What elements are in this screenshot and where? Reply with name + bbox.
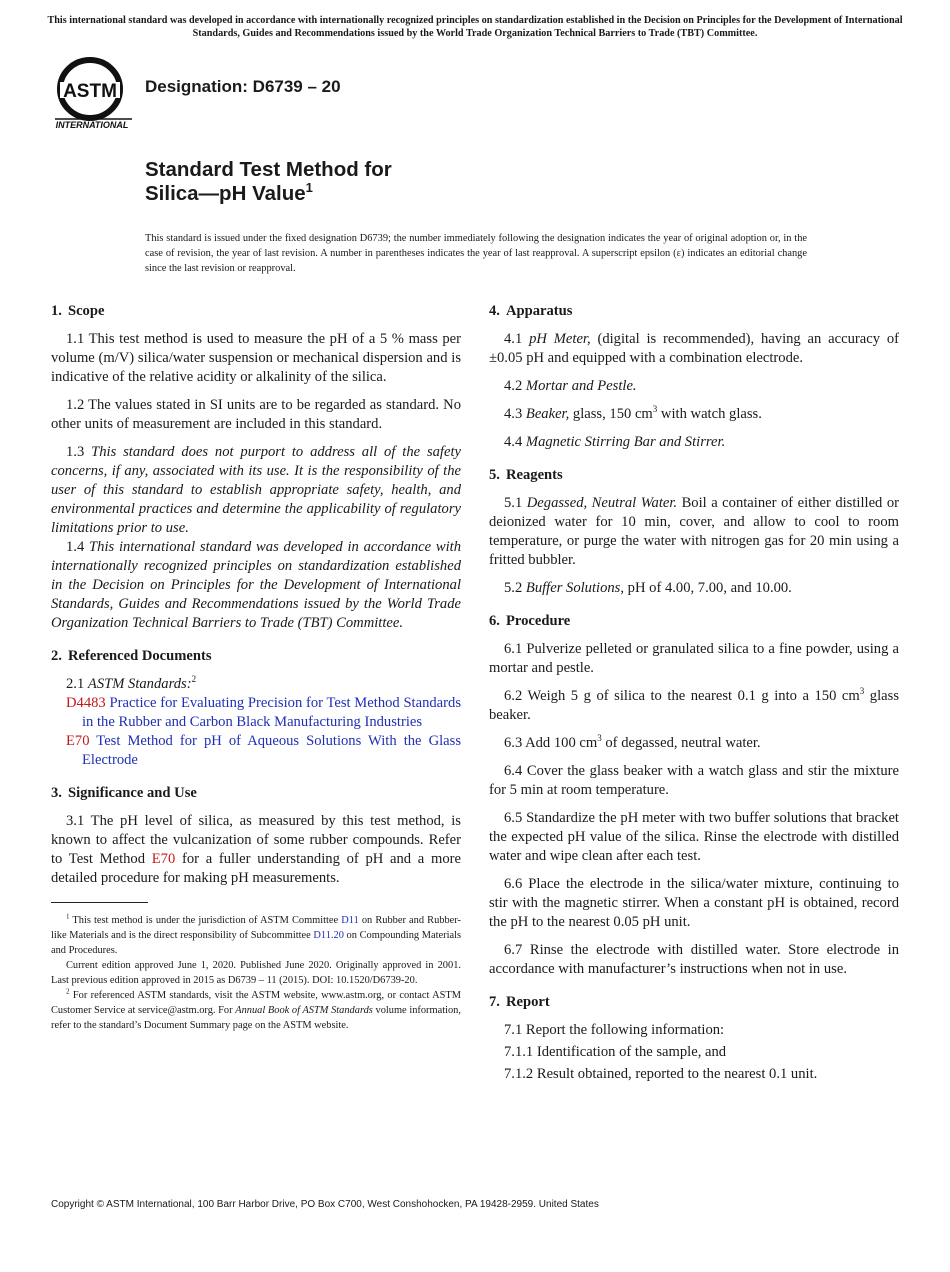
section-heading — [489, 302, 899, 321]
top-notice: This international standard was developed in accordance with internationally recognized principles on standardization established in the Decision on Principles for the Development of International Standards, Guides and Recommendations issued by the World Trade Organization Technical Barriers to Trade (TBT) Committee. — [47, 15, 903, 39]
footnote-1 — [51, 913, 461, 958]
right-column — [489, 302, 899, 1098]
para-text: 6.3 Add 100 cm — [504, 735, 598, 751]
section-title: Report — [505, 994, 550, 1010]
paragraph-6-2 — [489, 687, 899, 725]
copyright-notice: Copyright © ASTM International, 100 Barr Harbor Drive, PO Box C700, West Conshohocken, PA 19428-2959. United States — [51, 1199, 599, 1210]
reference-item — [51, 732, 461, 770]
paragraph-1-1: 1.1 This test method is used to measure the pH of a 5 % mass per volume (m/V) silica/water suspension or mechanical dispersion and is indicative of the relative acidity or alkalinity of the silica. — [51, 331, 461, 385]
para-number: 1.3 — [66, 444, 85, 460]
section-reagents — [489, 466, 899, 598]
section-heading — [489, 612, 899, 631]
issued-statement: This standard is issued under the fixed designation D6739; the number immediately following the designation indicates the year of original adoption or, in the case of revision, the year of last revision. A number in parentheses indicates the year of last reapproval. A superscript epsilon (ε) indicates an editorial change since the last revision or reapproval. — [145, 233, 807, 274]
reference-item — [51, 694, 461, 732]
para-number: 5.1 — [504, 495, 523, 511]
logo-text: ASTM — [63, 81, 117, 102]
para-term: Mortar and Pestle. — [525, 378, 637, 394]
section-title: Referenced Documents — [67, 648, 212, 664]
reference-title-link[interactable]: Practice for Evaluating Precision for Test Method Standards in the Rubber and Carbon Black Manufacturing Industries — [82, 695, 461, 730]
para-term: Magnetic Stirring Bar and Stirrer. — [525, 434, 726, 450]
para-text: glass, 150 cm — [569, 406, 653, 422]
para-text: 6.2 Weigh 5 g of silica to the nearest 0.1 g into a 150 cm — [504, 688, 860, 704]
footnote-italic: Annual Book of ASTM Standards — [235, 1005, 373, 1016]
section-number: 3. — [51, 785, 62, 801]
superscript: 3 — [597, 733, 602, 744]
para-number: 4.3 — [504, 406, 523, 422]
para-term: Buffer Solutions, — [525, 580, 625, 596]
para-text: Boil a container of either distilled or deionized water for 10 min, cover, and allow to cool to room temperature, or purge the water with nitrogen gas for 20 min using a fritted bubbler. — [489, 495, 899, 568]
para-text: with watch glass. — [657, 406, 762, 422]
paragraph-1-4 — [51, 538, 461, 633]
section-heading — [489, 466, 899, 485]
paragraph-6-4: 6.4 Cover the glass beaker with a watch glass and stir the mixture for 5 min at room temperature. — [489, 763, 899, 798]
para-term: Beaker, — [525, 406, 570, 422]
title-line-2 — [145, 182, 392, 206]
para-number: 2.1 — [66, 676, 85, 692]
footnote-divider — [51, 902, 148, 903]
section-number: 4. — [489, 303, 500, 319]
paragraph-3-1 — [51, 812, 461, 888]
para-number: 4.4 — [504, 434, 523, 450]
footnote-1-edition: Current edition approved June 1, 2020. Published June 2020. Originally approved in 2001. Last previous edition approved in 2015 as D6739 – 11 (2015). DOI: 10.1520/D6739-20. — [51, 960, 461, 986]
footnote-text: on Rubber and Rubber-like Materials and is the direct responsibility of Subcommittee — [51, 915, 461, 941]
section-heading — [51, 784, 461, 803]
paragraph-6-1: 6.1 Pulverize pelleted or granulated silica to a fine powder, using a mortar and pestle. — [489, 641, 899, 676]
footnote-text: on Compounding Materials and Procedures. — [51, 930, 461, 956]
document-title — [145, 158, 392, 206]
section-procedure — [489, 612, 899, 979]
para-text: pH of 4.00, 7.00, and 10.00. — [624, 580, 792, 596]
astm-logo — [52, 56, 136, 132]
paragraph-2-1 — [51, 675, 461, 694]
para-text: glass beaker. — [489, 688, 899, 723]
section-apparatus — [489, 302, 899, 452]
para-text: 3.1 The pH level of silica, as measured by this test method, is known to affect the vulcanization of some rubber compounds. Refer to Test Method — [51, 813, 461, 867]
para-text: (digital is recommended), having an accuracy of ±0.05 pH and equipped with a combination electrode. — [489, 331, 899, 366]
para-text: ASTM Standards: — [87, 676, 192, 692]
section-report — [489, 993, 899, 1084]
paragraph-7-1-1: 7.1.1 Identification of the sample, and — [504, 1044, 727, 1060]
designation: Designation: D6739 – 20 — [145, 77, 341, 96]
section-heading — [489, 993, 899, 1012]
paragraph-6-7: 6.7 Rinse the electrode with distilled water. Store electrode in accordance with manufacturer’s instructions when not in use. — [489, 942, 899, 977]
paragraph-6-5: 6.5 Standardize the pH meter with two buffer solutions that bracket the expected pH value of the silica. Rinse the electrode with distilled water and wipe clean after each test. — [489, 810, 899, 864]
title-text: Silica—pH Value — [145, 182, 306, 205]
para-text: This international standard was developed in accordance with internationally recognized principles on standardization established in the Decision on Principles for the Development of International Standards, Guides and Recommendations issued by the World Trade Organization Technical Barriers to Trade (TBT) Committee. — [51, 539, 462, 631]
footnote-mark: 2 — [66, 987, 70, 996]
section-title: Reagents — [505, 467, 563, 483]
paragraph-4-4 — [489, 433, 899, 452]
paragraph-7-1-2: 7.1.2 Result obtained, reported to the nearest 0.1 unit. — [504, 1066, 818, 1082]
para-text: for a fuller understanding of pH and a more detailed procedure for making pH measurements. — [51, 851, 461, 886]
para-number: 4.1 — [504, 331, 523, 347]
footnote-2 — [51, 988, 461, 1033]
para-text: This standard does not purport to address all of the safety concerns, if any, associated with its use. It is the responsibility of the user of this standard to establish appropriate safety, health, and environmental practices and determine the applicability of regulatory limitations prior to use. — [51, 444, 461, 536]
para-number: 5.2 — [504, 580, 523, 596]
section-number: 7. — [489, 994, 500, 1010]
paragraph-5-2 — [489, 579, 899, 598]
section-number: 2. — [51, 648, 62, 664]
superscript: 3 — [859, 686, 865, 697]
title-line-1: Standard Test Method for — [145, 158, 392, 181]
reference-title-link[interactable]: Test Method for pH of Aqueous Solutions With the Glass Electrode — [82, 733, 461, 768]
d11-20-link[interactable]: D11.20 — [313, 930, 344, 941]
para-number: 1.4 — [66, 539, 85, 555]
superscript: 3 — [652, 404, 658, 415]
section-number: 5. — [489, 467, 500, 483]
paragraph-5-1 — [489, 494, 899, 570]
paragraph-4-1 — [489, 330, 899, 368]
footnote-mark: 1 — [66, 912, 70, 921]
section-title: Procedure — [505, 613, 571, 629]
d11-link[interactable]: D11 — [341, 915, 359, 926]
section-heading — [51, 302, 461, 321]
section-number: 1. — [51, 303, 62, 319]
para-term: pH Meter, — [529, 331, 591, 347]
paragraph-4-3 — [489, 405, 899, 424]
section-significance — [51, 784, 461, 888]
footnote-mark: 2 — [191, 674, 197, 685]
section-title: Apparatus — [505, 303, 573, 319]
e70-link[interactable]: E70 — [151, 851, 176, 867]
section-title: Scope — [67, 303, 105, 319]
footnote-text: For referenced ASTM standards, visit the ASTM website, www.astm.org, or contact ASTM Customer Service at service@astm.org. For — [51, 990, 461, 1016]
section-title: Significance and Use — [67, 785, 197, 801]
logo-subtext: INTERNATIONAL — [55, 120, 129, 130]
section-referenced-documents — [51, 647, 461, 770]
reference-code-link[interactable]: D4483 — [66, 695, 106, 711]
section-scope — [51, 302, 461, 633]
title-footnote-mark: 1 — [305, 180, 313, 196]
paragraph-1-2: 1.2 The values stated in SI units are to be regarded as standard. No other units of measurement are included in this standard. — [51, 397, 461, 432]
footnote-text: volume information, refer to the standard’s Document Summary page on the ASTM website. — [51, 1005, 461, 1031]
footnote-text: This test method is under the jurisdiction of ASTM Committee — [72, 915, 342, 926]
para-text: of degassed, neutral water. — [601, 735, 761, 751]
paragraph-6-3 — [489, 734, 899, 753]
paragraph-7-1: 7.1 Report the following information: — [504, 1022, 725, 1038]
para-term: Degassed, Neutral Water. — [526, 495, 678, 511]
paragraph-6-6: 6.6 Place the electrode in the silica/water mixture, continuing to stir with the magnetic stirrer. When a constant pH is obtained, record the pH to the nearest 0.05 pH unit. — [489, 876, 899, 930]
para-number: 4.2 — [504, 378, 523, 394]
paragraph-1-3 — [51, 443, 461, 538]
section-number: 6. — [489, 613, 500, 629]
section-heading — [51, 647, 461, 666]
reference-code-link[interactable]: E70 — [66, 733, 90, 749]
left-column — [51, 302, 461, 1033]
paragraph-4-2 — [489, 377, 899, 396]
